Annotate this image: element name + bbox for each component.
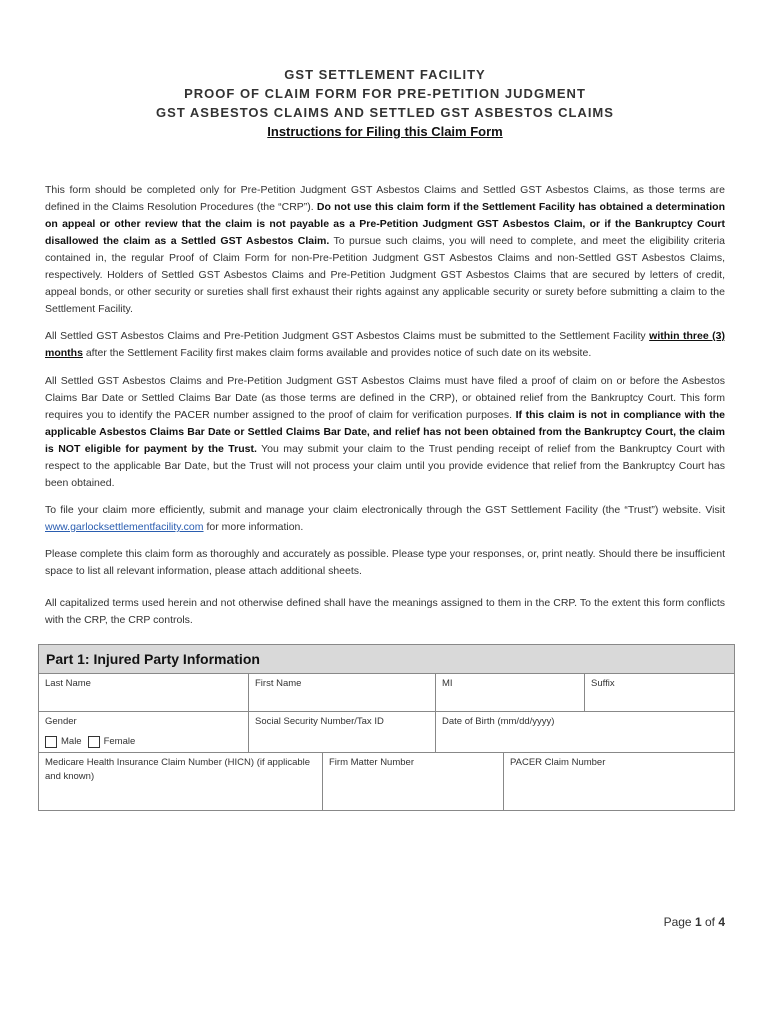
hicn-field[interactable]: Medicare Health Insurance Claim Number (HICN) (if applicable and known) <box>39 753 323 810</box>
paragraph-6: All capitalized terms used herein and not otherwise defined shall have the meanings assigned to them in the CRP. To the extent this form conflicts with the CRP, the CRP controls. <box>45 597 725 626</box>
pacer-claim-field[interactable]: PACER Claim Number <box>510 757 606 768</box>
firm-matter-field[interactable]: Firm Matter Number <box>323 753 504 810</box>
female-checkbox[interactable] <box>88 736 100 748</box>
mi-field[interactable]: MI <box>436 674 585 711</box>
instructions-heading: Instructions for Filing this Claim Form <box>267 124 503 139</box>
male-checkbox[interactable] <box>45 736 57 748</box>
paragraph-4: To file your claim more efficiently, submit and manage your claim electronically through the GST Settlement Facility (the “Trust”) website. Visit www.garlocksettlementfacility.com for more information. <box>45 504 725 533</box>
header-line-1: GST SETTLEMENT FACILITY <box>284 67 486 82</box>
ssn-field[interactable]: Social Security Number/Tax ID <box>249 712 436 752</box>
dob-field[interactable]: Date of Birth (mm/dd/yyyy) <box>442 716 555 727</box>
paragraph-5: Please complete this claim form as thoroughly and accurately as possible. Please type your responses, or, print neatly. Should there be insufficient space to list all relevant information, please attach additional sheets. <box>45 548 725 577</box>
gender-field: Gender Male Female <box>39 712 249 752</box>
gender-female-option[interactable]: Female <box>88 735 136 749</box>
part-1-title: Part 1: Injured Party Information <box>39 645 734 674</box>
gender-male-option[interactable]: Male <box>45 735 82 749</box>
claim-numbers-row <box>39 753 734 810</box>
paragraph-3: All Settled GST Asbestos Claims and Pre-Petition Judgment GST Asbestos Claims must have filed a proof of claim on or before the Asbestos Claims Bar Date or Settled Claims Bar Date (as those terms are defined in the CRP), or obtained relief from the Bankruptcy Court. This form requires you to identify the PACER number assigned to the proof of claim for verification purposes. If this claim is not in compliance with the applicable Asbestos Claims Bar Date or Settled Claims Bar Date, and relief has not been obtained from the Bankruptcy Court, the claim is NOT eligible for payment by the Trust. You may submit your claim to the Trust pending receipt of relief from the Bankruptcy Court with respect to the applicable Bar Date, but the Trust will not process your claim until you provide evidence that relief from the Bankruptcy Court has been obtained. <box>45 375 725 489</box>
header-line-3: GST ASBESTOS CLAIMS AND SETTLED GST ASBESTOS CLAIMS <box>156 105 614 120</box>
facility-website-link[interactable]: www.garlocksettlementfacility.com <box>45 521 204 533</box>
name-row <box>39 674 734 712</box>
suffix-field[interactable]: Suffix <box>591 678 615 689</box>
paragraph-2: All Settled GST Asbestos Claims and Pre-Petition Judgment GST Asbestos Claims must be submitted to the Settlement Facility within three (3) months after the Settlement Facility first makes claim forms available and provides notice of such date on its website. <box>45 330 725 359</box>
paragraph-1: This form should be completed only for Pre-Petition Judgment GST Asbestos Claims and Settled GST Asbestos Claims, as those terms are defined in the Claims Resolution Procedures (the “CRP”). Do not use this claim form if the Settlement Facility has obtained a determination on appeal or other review that the claim is not payable as a Pre-Petition Judgment GST Asbestos Claim, or if the Bankruptcy Court disallowed the claim as a Settled GST Asbestos Claim. To pursue such claims, you will need to complete, and meet the eligibility criteria contained in, the regular Proof of Claim Form for non-Pre-Petition Judgment GST Asbestos Claims and non-Settled GST Asbestos Claims, respectively. Holders of Settled GST Asbestos Claims and Pre-Petition Judgment GST Asbestos Claims that are secured by letters of credit, appeal bonds, or other security or sureties shall first exhaust their rights against any applicable security or surety before submitting a claim to the Settlement Facility. <box>45 184 725 315</box>
header-line-2: PROOF OF CLAIM FORM FOR PRE-PETITION JUDGMENT <box>184 86 586 101</box>
part-1-form <box>38 644 735 811</box>
last-name-field[interactable]: Last Name <box>39 674 249 711</box>
identity-row <box>39 712 734 753</box>
first-name-field[interactable]: First Name <box>249 674 436 711</box>
page-number: Page 1 of 4 <box>663 915 725 929</box>
